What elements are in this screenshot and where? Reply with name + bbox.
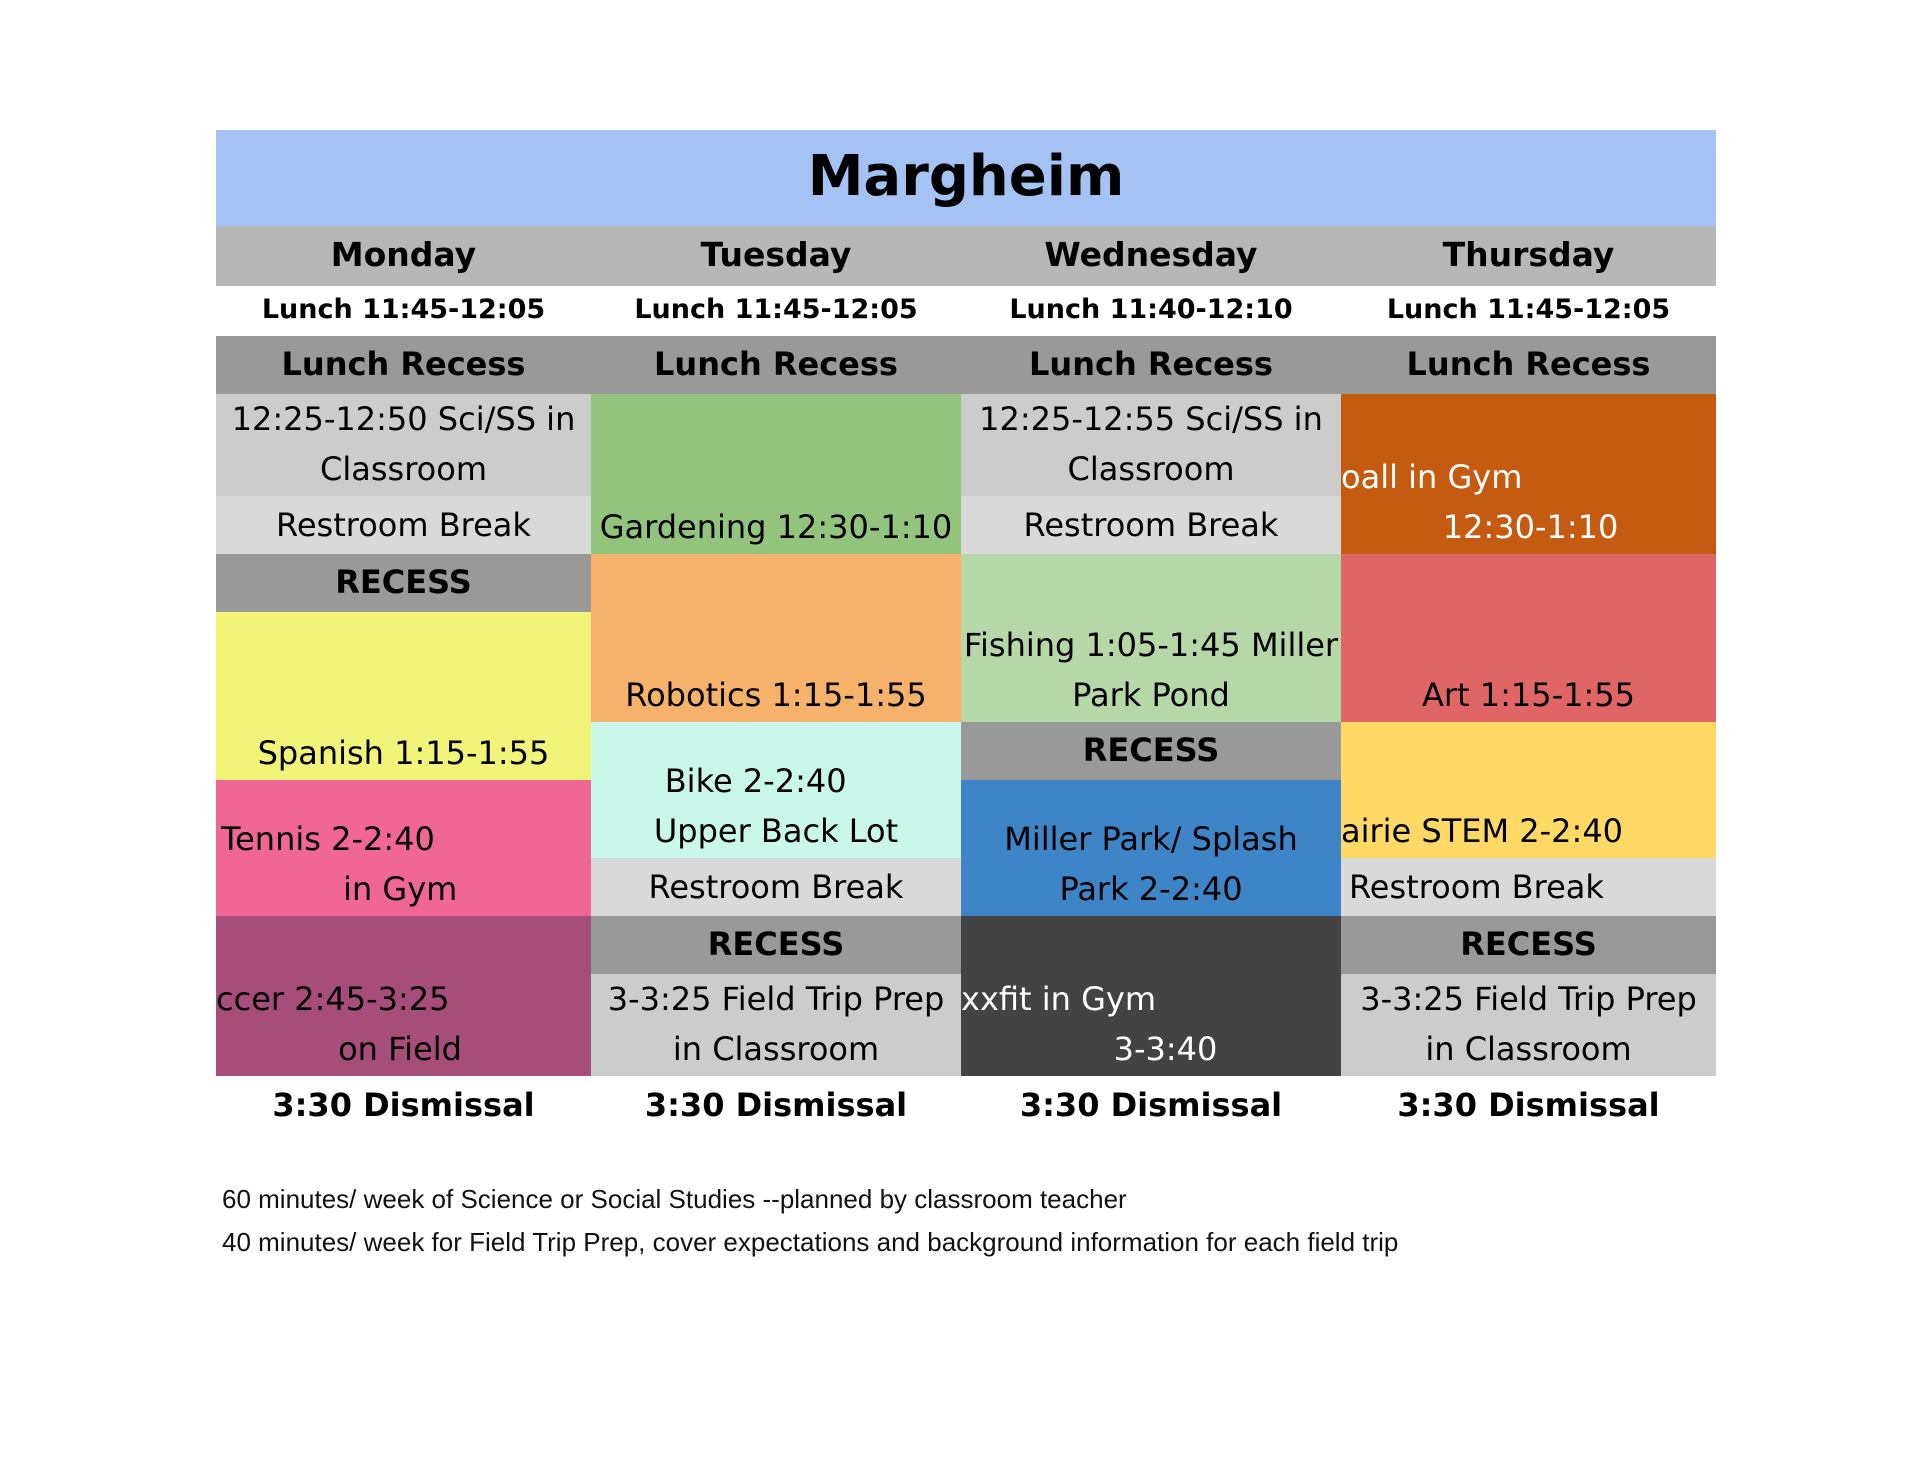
lunch-tuesday: Lunch 11:45-12:05 (634, 294, 918, 325)
monday-recess: RECESS (216, 554, 591, 612)
thursday-recess: RECESS (1341, 916, 1716, 974)
tuesday-field-trip-prep: 3-3:25 Field Trip Prep in Classroom (591, 974, 961, 1076)
thursday-ball-gym: oall in Gym 12:30-1:10 (1341, 394, 1716, 554)
monday-restroom-break: Restroom Break (216, 496, 591, 554)
wednesday-fit-gym: xxfit in Gym 3-3:40 (961, 916, 1341, 1076)
wednesday-restroom-break: Restroom Break (961, 496, 1341, 554)
lunch-recess-wednesday: Lunch Recess (961, 336, 1341, 394)
dismissal-monday: 3:30 Dismissal (272, 1086, 535, 1124)
note-field-trip: 40 minutes/ week for Field Trip Prep, cover expectations and background information for each field trip (222, 1227, 1399, 1257)
thursday-field-trip-prep: 3-3:25 Field Trip Prep in Classroom (1341, 974, 1716, 1076)
wednesday-sci-ss: 12:25-12:55 Sci/SS in Classroom (961, 394, 1341, 496)
note-science: 60 minutes/ week of Science or Social Studies --planned by classroom teacher (222, 1184, 1127, 1214)
thursday-restroom-break: Restroom Break (1341, 858, 1716, 916)
dismissal-thursday: 3:30 Dismissal (1397, 1086, 1660, 1124)
monday-soccer: ccer 2:45-3:25 on Field (216, 916, 591, 1076)
schedule-table (216, 130, 1716, 1136)
lunch-recess-tuesday: Lunch Recess (591, 336, 961, 394)
thursday-prairie-stem: airie STEM 2-2:40 (1341, 722, 1716, 858)
tuesday-robotics: Robotics 1:15-1:55 (591, 554, 961, 722)
lunch-wednesday: Lunch 11:40-12:10 (1009, 294, 1293, 325)
schedule-title: Margheim (216, 130, 1716, 226)
tuesday-gardening: Gardening 12:30-1:10 (591, 394, 961, 554)
day-header-thursday: Thursday (1341, 226, 1716, 286)
lunch-recess-monday: Lunch Recess (216, 336, 591, 394)
wednesday-miller-park: Miller Park/ Splash Park 2-2:40 (961, 780, 1341, 916)
lunch-monday: Lunch 11:45-12:05 (261, 294, 546, 325)
tuesday-restroom-break: Restroom Break (591, 858, 961, 916)
tuesday-bike: Bike 2-2:40 Upper Back Lot (591, 722, 961, 858)
day-header-wednesday: Wednesday (961, 226, 1341, 286)
day-header-monday: Monday (216, 226, 591, 286)
dismissal-tuesday: 3:30 Dismissal (644, 1086, 908, 1124)
dismissal-wednesday: 3:30 Dismissal (1019, 1086, 1283, 1124)
monday-sci-ss: 12:25-12:50 Sci/SS in Classroom (216, 394, 591, 496)
lunch-recess-thursday: Lunch Recess (1341, 336, 1716, 394)
wednesday-recess: RECESS (961, 722, 1341, 780)
wednesday-fishing: Fishing 1:05-1:45 Miller Park Pond (961, 554, 1341, 722)
day-header-tuesday: Tuesday (591, 226, 961, 286)
monday-tennis: Tennis 2-2:40 in Gym (216, 780, 591, 916)
tuesday-recess: RECESS (591, 916, 961, 974)
schedule-notes (222, 1178, 1398, 1264)
lunch-thursday: Lunch 11:45-12:05 (1386, 294, 1671, 325)
monday-spanish: Spanish 1:15-1:55 (216, 612, 591, 780)
thursday-art: Art 1:15-1:55 (1341, 554, 1716, 722)
